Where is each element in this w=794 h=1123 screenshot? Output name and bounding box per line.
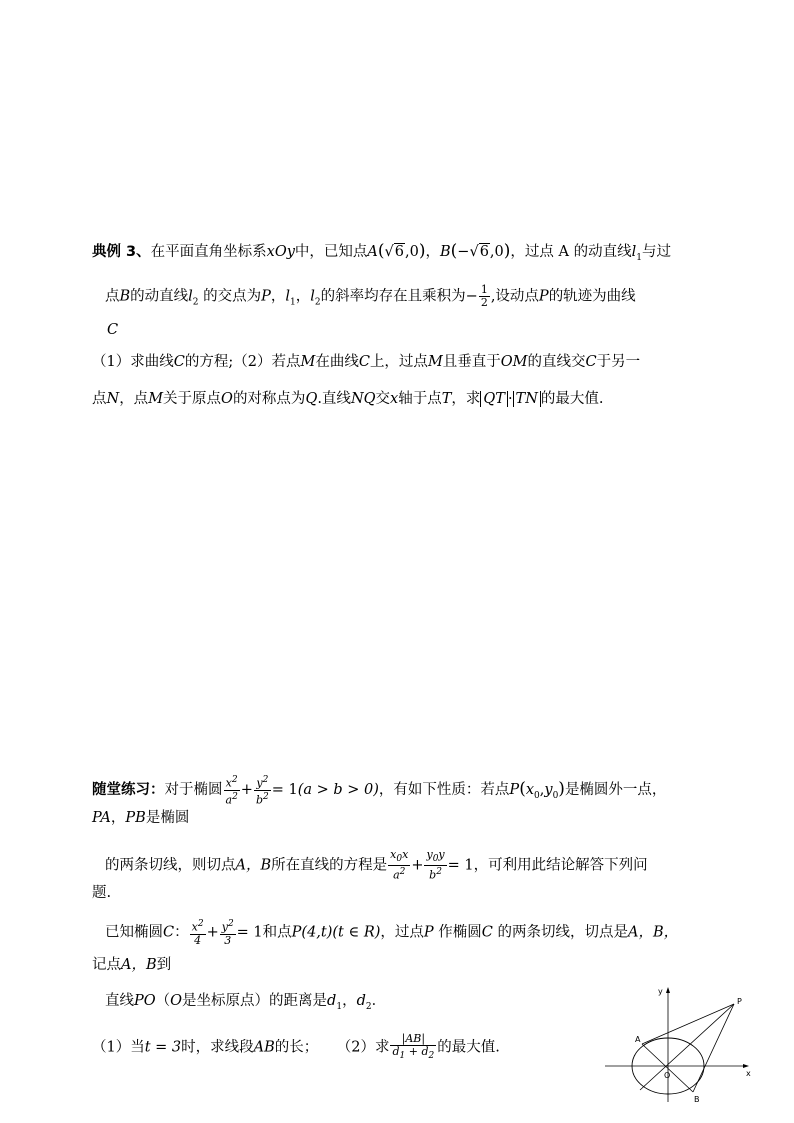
slope-product-fraction: $\frac{1}{2}$ bbox=[480, 283, 488, 309]
example3-line4: （1）求曲线C的方程;（2）若点M在曲线C上，过点M且垂直于OM的直线交C于另一 bbox=[92, 354, 641, 370]
practice-line5: 已知椭圆C： $\frac{x^2}{4}$ + $\frac{y^2}{3}$ = 1和点P(4,t)(t ∈ R)，过点P 作椭圆C 的两条切线，切点是A，B， bbox=[105, 919, 679, 947]
figure-x-label: x bbox=[746, 1069, 751, 1078]
practice-line6: 记点A，B到 bbox=[92, 957, 172, 973]
example3-line5: 点N，点M关于原点O的对称点为Q.直线NQ交x轴于点T，求 QT · TN 的最大值. bbox=[92, 391, 604, 407]
figure-P-label: P bbox=[737, 997, 742, 1006]
example3-line2: 点B的动直线$l_2$ 的交点为P，$l_1$，$l_2$的斜率均存在且乘积为− $\frac{1}{2}$ ,设动点P的轨迹为曲线 bbox=[105, 283, 636, 309]
tangent-PA bbox=[642, 1004, 734, 1044]
practice-line3: 的两条切线，则切点A，B所在直线的方程是 $\frac{x_0x}{a^2}$ + $\frac{y_0y}{b^2}$ = 1，可利用此结论解答下列问 bbox=[105, 848, 648, 882]
practice-heading: 随堂练习： bbox=[92, 782, 165, 799]
practice-line8: （1）当t = 3时，求线段AB的长； （2）求 $\frac{|AB|}{d_1 + d_2}$ 的最大值. bbox=[92, 1032, 500, 1062]
figure-y-label: y bbox=[658, 987, 663, 996]
practice-line4: 题. bbox=[92, 885, 112, 901]
figure-A-label: A bbox=[635, 1035, 641, 1044]
figure-B-label: B bbox=[694, 1095, 700, 1104]
example3-line3: C bbox=[107, 322, 119, 338]
line-PO bbox=[640, 1004, 734, 1090]
practice-line2: PA，PB是椭圆 bbox=[92, 810, 190, 826]
example3-heading: 典例 3、 bbox=[92, 244, 151, 260]
figure-O-label: O bbox=[664, 1071, 671, 1080]
ellipse-tangent-figure bbox=[600, 984, 760, 1104]
chord-AB bbox=[642, 1044, 693, 1092]
example3-line1: 典例 3、在平面直角坐标系xOy中，已知点A(√6,0)，B(−√6,0)，过点 A 的动直线$l_1$与过 bbox=[92, 241, 671, 263]
x-axis-arrow-icon bbox=[743, 1064, 749, 1068]
y-axis-arrow-icon bbox=[666, 987, 670, 993]
practice-line1: 随堂练习：对于椭圆 $\frac{x^2}{a^2}$ + $\frac{y^2}{b^2}$ = 1(a > b > 0)，有如下性质：若点$P(x_0,y_0)$是椭圆外一点， bbox=[92, 775, 667, 807]
practice-line7: 直线PO（O是坐标原点）的距离是$d_1$，$d_2$． bbox=[105, 993, 387, 1012]
tangent-PB bbox=[693, 1004, 734, 1092]
